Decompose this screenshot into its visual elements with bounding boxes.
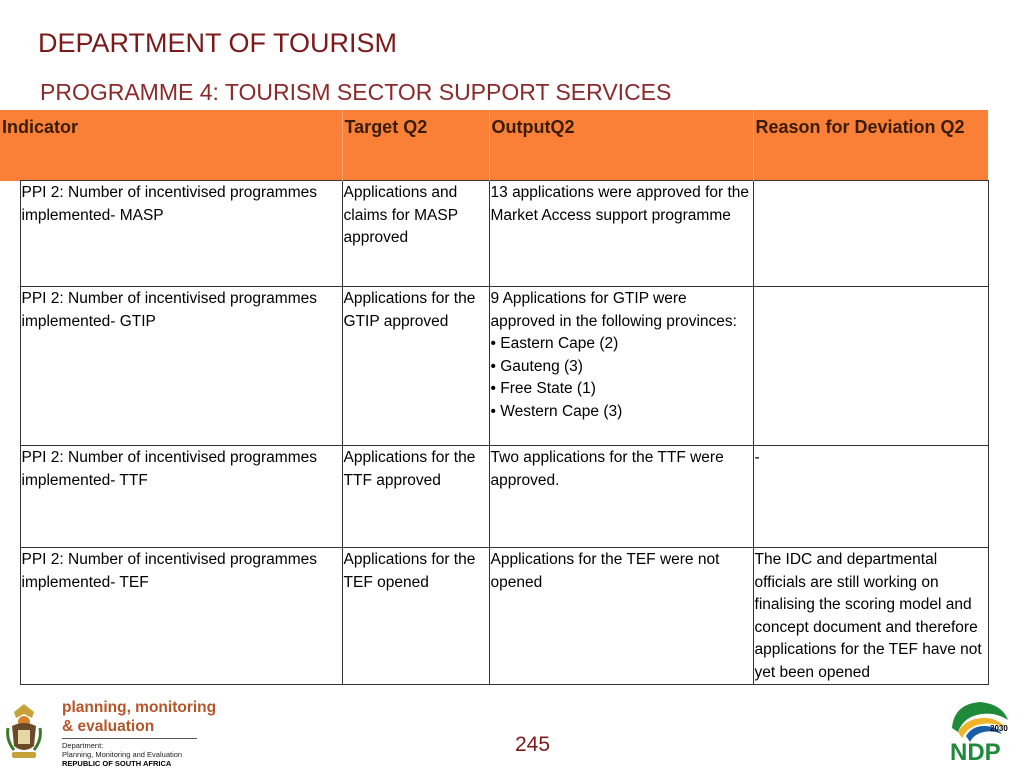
cell-reason: The IDC and departmental officials are still working on finalising the scoring model and concept document and therefore applications for the TEF have not yet been opened [753,548,988,685]
cell-indicator: PPI 2: Number of incentivised programmes implemented- TEF [20,548,342,685]
table-header-row [0,110,988,181]
country-name: REPUBLIC OF SOUTH AFRICA [62,759,172,768]
cell-indicator: PPI 2: Number of incentivised programmes implemented- MASP [20,181,342,287]
list-item: • Free State (1) [491,378,752,401]
column-header-target: Target Q2 [342,110,489,181]
pme-logo-line2: & evaluation [62,718,155,735]
row-spacer [0,181,20,287]
cell-output: Applications for the TEF were not opened [489,548,753,685]
list-item: • Western Cape (3) [491,401,752,424]
cell-reason [753,181,988,287]
dept-label: Department: [62,741,104,750]
pme-logo-line1: planning, monitoring [62,699,217,716]
page-subtitle: PROGRAMME 4: TOURISM SECTOR SUPPORT SERVICES [40,79,672,105]
cell-indicator: PPI 2: Number of incentivised programmes implemented- GTIP [20,287,342,446]
dept-name: Planning, Monitoring and Evaluation [62,750,183,759]
table-row [0,446,988,548]
pme-logo [62,698,216,768]
output-intro: 9 Applications for GTIP were approved in the following provinces: [490,290,737,330]
cell-target: Applications for the TEF opened [342,548,489,685]
column-header-reason: Reason for Deviation Q2 [753,110,988,181]
cell-output: Two applications for the TTF were approved. [489,446,753,548]
cell-target: Applications for the GTIP approved [342,287,489,446]
column-header-indicator: Indicator [0,110,342,181]
cell-target: Applications for the TTF approved [342,446,489,548]
ndp-year: 2030 [990,724,1008,733]
table-row [0,287,988,446]
row-spacer [0,548,20,685]
column-header-output: OutputQ2 [489,110,753,181]
table-row [0,548,988,685]
cell-reason [753,287,988,446]
ndp-logo-icon [944,698,1014,764]
coat-of-arms-icon [4,700,44,762]
pme-divider [62,738,197,739]
list-item: • Eastern Cape (2) [491,333,752,356]
cell-reason: - [753,446,988,548]
indicator-table [0,110,989,685]
table-row [0,181,988,287]
row-spacer [0,446,20,548]
cell-output: 13 applications were approved for the Market Access support programme [489,181,753,287]
list-item: • Gauteng (3) [491,356,752,379]
row-spacer [0,287,20,446]
province-list [491,333,752,423]
page-title: DEPARTMENT OF TOURISM [38,28,398,58]
ndp-text: NDP [950,739,1001,764]
cell-indicator: PPI 2: Number of incentivised programmes implemented- TTF [20,446,342,548]
cell-target: Applications and claims for MASP approved [342,181,489,287]
cell-output [489,287,753,446]
page-number: 245 [515,733,551,756]
